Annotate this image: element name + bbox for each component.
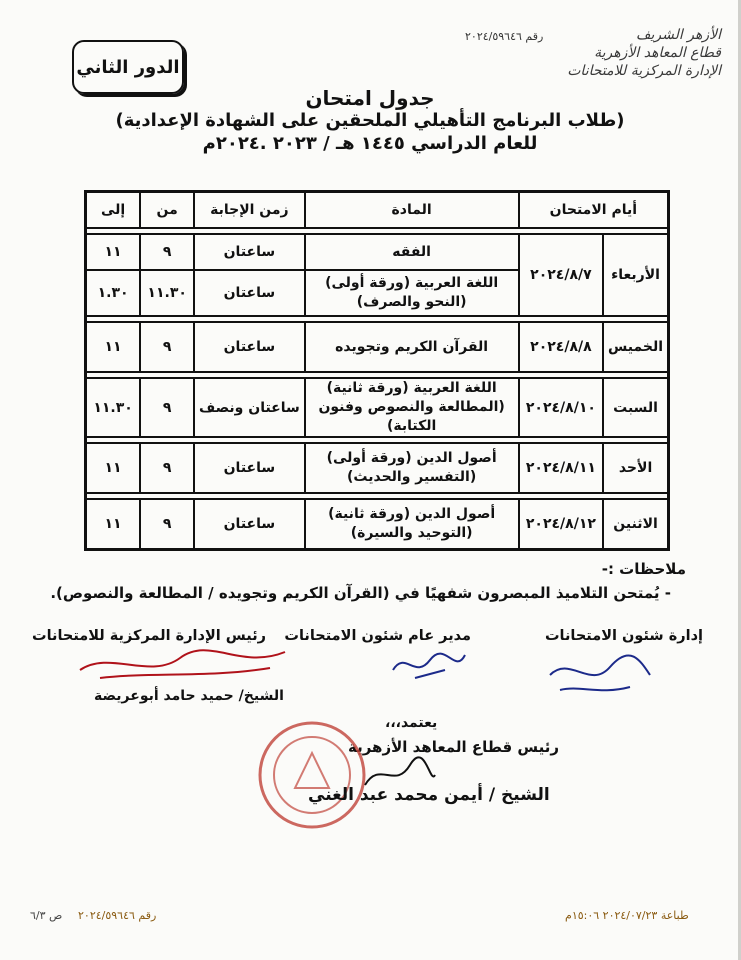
to-cell: ١١ xyxy=(86,499,140,549)
table-row xyxy=(86,234,668,270)
header-subject: المادة xyxy=(305,192,519,228)
org-line: الإدارة المركزية للامتحانات xyxy=(567,63,721,79)
date-cell: ٢٠٢٤/٨/١١ xyxy=(519,443,603,493)
from-cell: ٩ xyxy=(140,378,194,437)
to-cell: ١١ xyxy=(86,234,140,270)
signature-title-central-head: رئيس الإدارة المركزية للامتحانات xyxy=(32,628,266,644)
from-cell: ٩ xyxy=(140,322,194,372)
note-item: - يُمتحن التلاميذ المبصرون شفهيًا في (القرآن الكريم وتجويده / المطالعة والنصوص). xyxy=(50,584,671,602)
subject-line: أصول الدين (ورقة ثانية) xyxy=(328,506,496,522)
duration-cell: ساعتان xyxy=(194,443,304,493)
signature-central-head xyxy=(70,640,300,685)
table-row xyxy=(86,322,668,372)
date-cell: ٢٠٢٤/٨/١٢ xyxy=(519,499,603,549)
duration-cell: ساعتان ونصف xyxy=(194,378,304,437)
subject-line: القرآن الكريم وتجويده xyxy=(335,338,489,355)
central-head-name: الشيخ/ حميد حامد أبوعريضة xyxy=(94,688,284,704)
subject-cell xyxy=(305,499,519,549)
date-cell: ٢٠٢٤/٨/١٠ xyxy=(519,378,603,437)
from-cell: ١١.٣٠ xyxy=(140,270,194,316)
subject-line: (التوحيد والسيرة) xyxy=(350,525,473,541)
notes-title: ملاحظات :- xyxy=(601,560,686,578)
subject-cell xyxy=(305,443,519,493)
subject-line: اللغة العربية (ورقة ثانية) xyxy=(326,380,497,396)
subject-line: اللغة العربية (ورقة أولى) xyxy=(325,275,499,291)
duration-cell: ساعتان xyxy=(194,234,304,270)
footer-reference: رقم ٢٠٢٤/٥٩٦٤٦ xyxy=(78,909,157,922)
to-cell: ١١ xyxy=(86,443,140,493)
day-cell: الاثنين xyxy=(603,499,668,549)
duration-cell: ساعتان xyxy=(194,270,304,316)
header-days: أيام الامتحان xyxy=(519,192,668,228)
subject-cell xyxy=(305,270,519,316)
signature-title-exam-affairs: إدارة شئون الامتحانات xyxy=(544,628,703,644)
table-row xyxy=(86,378,668,437)
subject-cell xyxy=(305,322,519,372)
to-cell: ١.٣٠ xyxy=(86,270,140,316)
approval-label: يعتمد،،، xyxy=(385,715,438,731)
signature-title-general-director: مدير عام شئون الامتحانات xyxy=(284,628,471,644)
sector-head-name: الشيخ / أيمن محمد عبد الغني xyxy=(308,785,550,805)
header-reference: رقم ٢٠٢٤/٥٩٦٤٦ xyxy=(465,30,544,43)
subject-cell xyxy=(305,234,519,270)
header-to: إلى xyxy=(86,192,140,228)
title-line-2: (طلاب البرنامج التأهيلي الملحقين على الشهادة الإعدادية) xyxy=(115,110,625,131)
title-line-3: للعام الدراسي ١٤٤٥ هـ / ٢٠٢٣ .٢٠٢٤م xyxy=(202,133,538,154)
subject-line: (التفسير والحديث) xyxy=(347,469,477,485)
subject-line: (النحو والصرف) xyxy=(356,294,467,310)
sector-head-title: رئيس قطاع المعاهد الأزهرية xyxy=(348,738,559,756)
table-row xyxy=(86,443,668,493)
print-info: طباعة ٢٠٢٤/٠٧/٢٣ ١٥:٠٦م xyxy=(565,909,689,922)
from-cell: ٩ xyxy=(140,443,194,493)
day-cell: الخميس xyxy=(603,322,668,372)
date-cell: ٢٠٢٤/٨/٨ xyxy=(519,322,603,372)
org-line: قطاع المعاهد الأزهرية xyxy=(594,45,721,61)
org-line: الأزهر الشريف xyxy=(636,27,721,43)
day-cell: الأحد xyxy=(603,443,668,493)
table-header-row xyxy=(86,192,668,228)
day-cell: الأربعاء xyxy=(603,234,668,316)
round-label: الدور الثاني xyxy=(72,40,184,94)
header-from: من xyxy=(140,192,194,228)
duration-cell: ساعتان xyxy=(194,322,304,372)
page-number: ص ٦/٣ xyxy=(30,909,63,922)
header-duration: زمن الإجابة xyxy=(194,192,304,228)
subject-line: أصول الدين (ورقة أولى) xyxy=(326,450,497,466)
subject-line: (المطالعة والنصوص وفنون الكتابة) xyxy=(318,399,505,434)
title-line-1: جدول امتحان xyxy=(305,86,435,110)
subject-cell xyxy=(305,378,519,437)
from-cell: ٩ xyxy=(140,499,194,549)
official-stamp xyxy=(255,718,370,833)
signature-general-director xyxy=(385,640,475,690)
exam-schedule-table xyxy=(84,190,670,551)
duration-cell: ساعتان xyxy=(194,499,304,549)
signature-exam-affairs xyxy=(540,645,660,705)
day-cell: السبت xyxy=(603,378,668,437)
to-cell: ١١.٣٠ xyxy=(86,378,140,437)
subject-line: الفقه xyxy=(392,243,431,260)
table-row xyxy=(86,499,668,549)
from-cell: ٩ xyxy=(140,234,194,270)
date-cell: ٢٠٢٤/٨/٧ xyxy=(519,234,603,316)
to-cell: ١١ xyxy=(86,322,140,372)
